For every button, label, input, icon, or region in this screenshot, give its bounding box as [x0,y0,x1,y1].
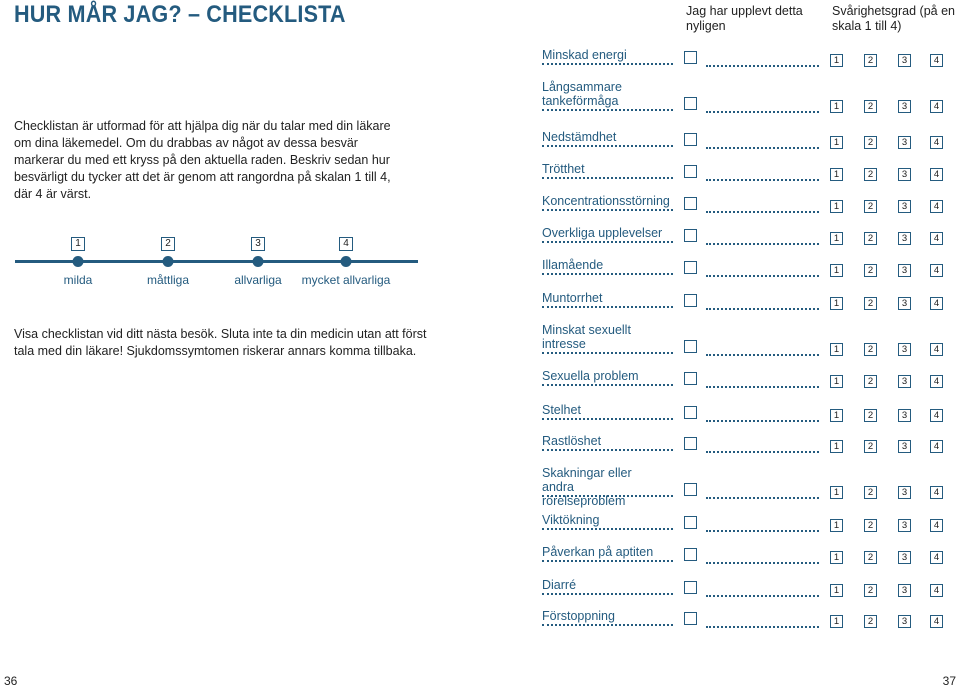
scale-dot [73,256,84,267]
severity-option[interactable]: 3 [898,297,911,310]
severity-option[interactable]: 3 [898,486,911,499]
dotted-leader [706,179,819,181]
severity-option[interactable]: 1 [830,343,843,356]
severity-option[interactable]: 3 [898,232,911,245]
symptom-label: Overkliga upplevelser [542,226,663,240]
dotted-leader [542,273,673,275]
severity-option[interactable]: 4 [930,264,943,277]
dotted-leader [706,562,819,564]
symptom-label: Trötthet [542,162,585,176]
dotted-leader [706,111,819,113]
recent-checkbox[interactable] [684,229,697,242]
recent-checkbox[interactable] [684,548,697,561]
severity-option[interactable]: 2 [864,584,877,597]
recent-checkbox[interactable] [684,165,697,178]
severity-option[interactable]: 2 [864,343,877,356]
recent-checkbox[interactable] [684,51,697,64]
dotted-leader [542,241,673,243]
severity-option[interactable]: 2 [864,200,877,213]
severity-option[interactable]: 4 [930,409,943,422]
severity-option[interactable]: 3 [898,343,911,356]
severity-option[interactable]: 2 [864,519,877,532]
scale-label: allvarliga [234,273,282,287]
page-number-left: 36 [4,674,18,688]
dotted-leader [706,451,819,453]
recent-checkbox[interactable] [684,97,697,110]
symptom-label: Sexuella problem [542,369,639,383]
symptom-label: Minskad energi [542,48,627,62]
severity-option[interactable]: 1 [830,551,843,564]
dotted-leader [706,354,819,356]
severity-option[interactable]: 3 [898,375,911,388]
dotted-leader [542,560,673,562]
severity-option[interactable]: 3 [898,100,911,113]
severity-option[interactable]: 1 [830,519,843,532]
severity-option[interactable]: 4 [930,136,943,149]
severity-option[interactable]: 1 [830,584,843,597]
severity-option[interactable]: 2 [864,54,877,67]
footer-note: Visa checklistan vid ditt nästa besök. Sluta inte ta din medicin utan att först tala med din läkare! Sjukdomssymtomen riskerar annars komma tillbaka. [14,327,427,358]
severity-option[interactable]: 4 [930,584,943,597]
severity-option[interactable]: 2 [864,100,877,113]
severity-option[interactable]: 4 [930,440,943,453]
dotted-leader [706,147,819,149]
severity-option[interactable]: 3 [898,168,911,181]
symptom-label: Långsammare tankeförmåga [542,80,622,108]
severity-option[interactable]: 3 [898,264,911,277]
dotted-leader [542,209,673,211]
dotted-leader [542,177,673,179]
symptom-label: Rastlöshet [542,434,602,448]
symptom-label: Skakningar eller andra rörelseproblem [542,466,632,508]
scale-number: 4 [339,237,353,251]
recent-checkbox[interactable] [684,437,697,450]
dotted-leader [706,595,819,597]
scale-label: mycket allvarliga [301,273,391,287]
recent-checkbox[interactable] [684,133,697,146]
scale-label: måttliga [146,273,190,287]
severity-option[interactable]: 2 [864,264,877,277]
severity-option[interactable]: 1 [830,264,843,277]
column-header-severity: Svårighetsgrad (på en skala 1 till 4) [832,4,955,33]
severity-option[interactable]: 1 [830,232,843,245]
page-number-right: 37 [942,674,956,688]
dotted-leader [542,306,673,308]
dotted-leader [542,352,673,354]
dotted-leader [706,308,819,310]
recent-checkbox[interactable] [684,372,697,385]
scale-dot [163,256,174,267]
dotted-leader [542,109,673,111]
dotted-leader [542,449,673,451]
severity-option[interactable]: 1 [830,100,843,113]
severity-option[interactable]: 1 [830,297,843,310]
severity-option[interactable]: 4 [930,486,943,499]
severity-option[interactable]: 1 [830,615,843,628]
severity-option[interactable]: 2 [864,297,877,310]
recent-checkbox[interactable] [684,261,697,274]
severity-option[interactable]: 2 [864,486,877,499]
severity-option[interactable]: 4 [930,297,943,310]
severity-option[interactable]: 2 [864,375,877,388]
severity-option[interactable]: 3 [898,409,911,422]
severity-option[interactable]: 4 [930,168,943,181]
symptom-label: Påverkan på aptiten [542,545,654,559]
dotted-leader [706,497,819,499]
dotted-leader [706,275,819,277]
severity-option[interactable]: 1 [830,486,843,499]
dotted-leader [542,495,673,497]
severity-option[interactable]: 1 [830,440,843,453]
severity-option[interactable]: 2 [864,168,877,181]
severity-option[interactable]: 3 [898,519,911,532]
severity-option[interactable]: 3 [898,584,911,597]
dotted-leader [542,624,673,626]
severity-option[interactable]: 3 [898,615,911,628]
column-header-recent: Jag har upplevt detta nyligen [686,4,803,33]
severity-option[interactable]: 4 [930,54,943,67]
symptom-label: Nedstämdhet [542,130,617,144]
scale-number: 2 [161,237,175,251]
severity-option[interactable]: 2 [864,232,877,245]
symptom-label: Viktökning [542,513,600,527]
scale-label: milda [63,273,93,287]
severity-option[interactable]: 4 [930,100,943,113]
recent-checkbox[interactable] [684,612,697,625]
severity-option[interactable]: 2 [864,440,877,453]
severity-option[interactable]: 2 [864,136,877,149]
symptom-label: Koncentrationsstörning [542,194,670,208]
severity-option[interactable]: 4 [930,200,943,213]
dotted-leader [706,386,819,388]
severity-scale [0,230,420,290]
severity-option[interactable]: 4 [930,615,943,628]
severity-option[interactable]: 1 [830,168,843,181]
recent-checkbox[interactable] [684,197,697,210]
dotted-leader [706,420,819,422]
recent-checkbox[interactable] [684,340,697,353]
symptom-label: Illamående [542,258,604,272]
severity-option[interactable]: 3 [898,54,911,67]
dotted-leader [706,530,819,532]
severity-option[interactable]: 3 [898,136,911,149]
scale-dot [341,256,352,267]
dotted-leader [542,593,673,595]
scale-dot [253,256,264,267]
severity-option[interactable]: 3 [898,200,911,213]
severity-option[interactable]: 1 [830,409,843,422]
dotted-leader [706,626,819,628]
dotted-leader [542,63,673,65]
symptom-label: Förstoppning [542,609,615,623]
dotted-leader [542,145,673,147]
severity-option[interactable]: 4 [930,375,943,388]
recent-checkbox[interactable] [684,581,697,594]
page-title: HUR MÅR JAG? – CHECKLISTA [14,1,346,28]
severity-option[interactable]: 1 [830,136,843,149]
severity-option[interactable]: 3 [898,551,911,564]
severity-option[interactable]: 4 [930,519,943,532]
severity-option[interactable]: 2 [864,551,877,564]
intro-text: Checklistan är utformad för att hjälpa dig när du talar med din läkare om dina läkemedel. Om du drabbas av något av dessa besvär markerar du med ett kryss på den aktuella raden. Beskriv sedan hur besvärligt du tycker att det är genom att rangordna på skalan 1 till 4, där 4 är värst. [14,119,391,201]
recent-checkbox[interactable] [684,294,697,307]
dotted-leader [542,418,673,420]
symptom-label: Muntorrhet [542,291,603,305]
severity-option[interactable]: 2 [864,409,877,422]
severity-option[interactable]: 4 [930,343,943,356]
dotted-leader [706,65,819,67]
dotted-leader [706,211,819,213]
symptom-label: Minskat sexuellt intresse [542,323,631,351]
symptom-label: Diarré [542,578,577,592]
severity-option[interactable]: 4 [930,232,943,245]
severity-option[interactable]: 1 [830,200,843,213]
severity-option[interactable]: 3 [898,440,911,453]
severity-option[interactable]: 4 [930,551,943,564]
dotted-leader [542,384,673,386]
recent-checkbox[interactable] [684,516,697,529]
scale-number: 1 [71,237,85,251]
symptom-label: Stelhet [542,403,581,417]
dotted-leader [542,528,673,530]
severity-option[interactable]: 1 [830,375,843,388]
dotted-leader [706,243,819,245]
severity-option[interactable]: 1 [830,54,843,67]
severity-option[interactable]: 2 [864,615,877,628]
scale-number: 3 [251,237,265,251]
recent-checkbox[interactable] [684,406,697,419]
recent-checkbox[interactable] [684,483,697,496]
